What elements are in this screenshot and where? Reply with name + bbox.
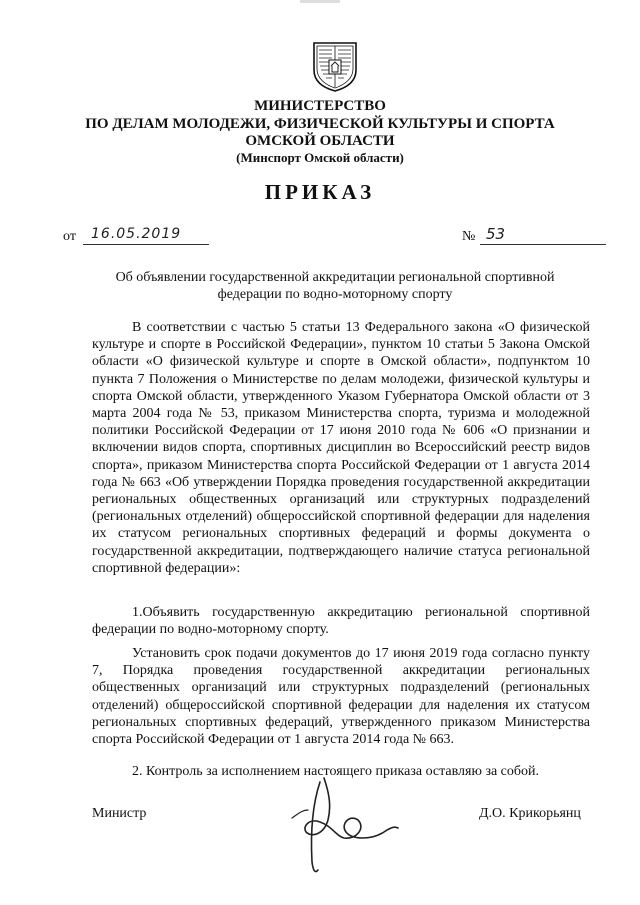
body-paragraph-1: В соответствии с частью 5 статьи 13 Федерального закона «О физической культуре и спорте в Российской Федерации», пунктом 10 статьи 5 Закона Омской области «О физической культуре и спорте в Омской области», подпунктом 10 пункта 7 Положения о Министерстве по делам молодежи, физической культуры и спорта Омской области, утвержденного Указом Губернатора Омской области от 3 марта 2004 года № 53, приказом Министерства спорта, туризма и молодежной политики Российской Федерации от 17 июня 2010 года № 606 «О признании и включении видов спорта, спортивных дисциплин во Всероссийский реестр видов спорта», приказом Министерства спорта Российской Федерации от 1 августа 2014 года № 663 «Об утверждении Порядка проведения государственной аккредитации региональных общественных организаций или структурных подразделений (региональных отделений) общероссийской спортивной федерации для наделения их статусом региональных спортивных федераций и формы документа о государственной аккредитации, подтверждающего наличие статуса региональной спортивной федерации»:: [92, 320, 590, 576]
number-label: №: [462, 229, 476, 244]
coat-of-arms-icon: [312, 40, 358, 92]
scan-mark: [300, 0, 340, 3]
body-paragraph-2: 1.Объявить государственную аккредитацию региональной спортивной федерации по водно-моторному спорту.: [92, 605, 590, 638]
subject-line2: федерации по водно-моторному спорту: [217, 287, 453, 302]
number-value: 53: [486, 225, 506, 243]
date-value: 16.05.2019: [91, 226, 182, 242]
body-paragraph-4: 2. Контроль за исполнением настоящего приказа оставляю за собой.: [132, 764, 540, 779]
number-field: [480, 225, 606, 245]
date-field: [83, 228, 209, 245]
org-name-line3: ОМСКОЙ ОБЛАСТИ: [245, 133, 395, 149]
subject-line1: Об объявлении государственной аккредитации региональной спортивной: [115, 270, 555, 285]
org-name-line2: ПО ДЕЛАМ МОЛОДЕЖИ, ФИЗИЧЕСКОЙ КУЛЬТУРЫ И СПОРТА: [85, 116, 555, 132]
date-label: от: [63, 229, 76, 244]
body-paragraph-3: Установить срок подачи документов до 17 июня 2019 года согласно пункту 7, Порядка проведения государственной аккредитации региональных общественных организаций или структурных подразделений (региональных отделений) общероссийской спортивной федерации для наделения их статусом региональных спортивных федераций, утвержденного приказом Министерства спорта Российской Федерации от 1 августа 2014 года № 663.: [92, 646, 590, 748]
org-name-line1: МИНИСТЕРСТВО: [254, 98, 386, 114]
org-short-name: (Минспорт Омской области): [236, 150, 404, 165]
signatory-position: Министр: [92, 806, 147, 821]
signatory-name: Д.О. Крикорьянц: [479, 806, 581, 821]
signature-icon: [262, 770, 402, 880]
document-title: ПРИКАЗ: [264, 180, 376, 204]
